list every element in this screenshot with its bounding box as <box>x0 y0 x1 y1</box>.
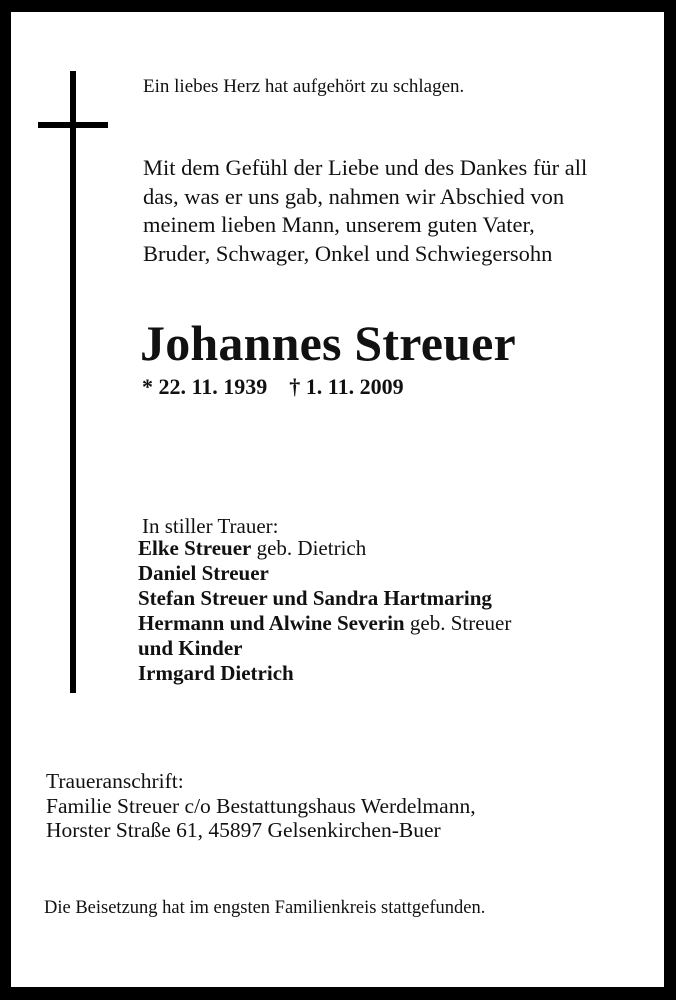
tribute-paragraph <box>143 154 587 268</box>
obituary-card <box>11 12 664 987</box>
tribute-line: Bruder, Schwager, Onkel und Schwiegersohn <box>143 240 553 266</box>
mourner-name: Elke Streuer <box>138 536 252 560</box>
mourner-entry <box>138 536 511 561</box>
burial-note: Die Beisetzung hat im engsten Familienkreis stattgefunden. <box>44 898 486 918</box>
mourner-name: Irmgard Dietrich <box>138 661 294 685</box>
mourner-entry <box>138 636 511 661</box>
intro-line: Ein liebes Herz hat aufgehört zu schlagen. <box>143 76 465 97</box>
mourner-entry <box>138 661 511 686</box>
deceased-name: Johannes Streuer <box>140 315 516 371</box>
tribute-line: meinem lieben Mann, unserem guten Vater, <box>143 212 535 237</box>
mourner-name: Stefan Streuer und Sandra Hartmaring <box>138 586 492 610</box>
mourner-name: Hermann und Alwine Severin <box>138 611 405 635</box>
address-label: Traueranschrift: <box>46 769 184 793</box>
death-dagger-icon: † <box>289 374 301 399</box>
mourners-label: In stiller Trauer: <box>142 514 279 538</box>
life-dates <box>142 374 404 400</box>
mourner-entry <box>138 561 511 586</box>
mourner-entry <box>138 586 511 611</box>
cross-vertical-bar <box>70 71 76 693</box>
mourner-entry <box>138 611 511 636</box>
birth-star-icon: * <box>142 374 153 399</box>
cross-horizontal-bar <box>38 122 108 128</box>
address-line: Familie Streuer c/o Bestattungshaus Werdelmann, <box>46 793 476 818</box>
mourning-address <box>46 769 476 843</box>
birth-date: 22. 11. 1939 <box>158 374 268 399</box>
address-line: Horster Straße 61, 45897 Gelsenkirchen-Buer <box>46 818 441 842</box>
mourners-list <box>138 536 511 686</box>
death-date: 1. 11. 2009 <box>305 374 404 399</box>
mourner-name: Daniel Streuer <box>138 561 269 585</box>
mourner-note: geb. Dietrich <box>251 536 367 560</box>
mourner-name: und Kinder <box>138 636 243 660</box>
mourner-note: geb. Streuer <box>404 611 512 635</box>
tribute-line: das, was er uns gab, nahmen wir Abschied von <box>143 183 565 209</box>
tribute-line: Mit dem Gefühl der Liebe und des Dankes für all <box>143 155 588 180</box>
